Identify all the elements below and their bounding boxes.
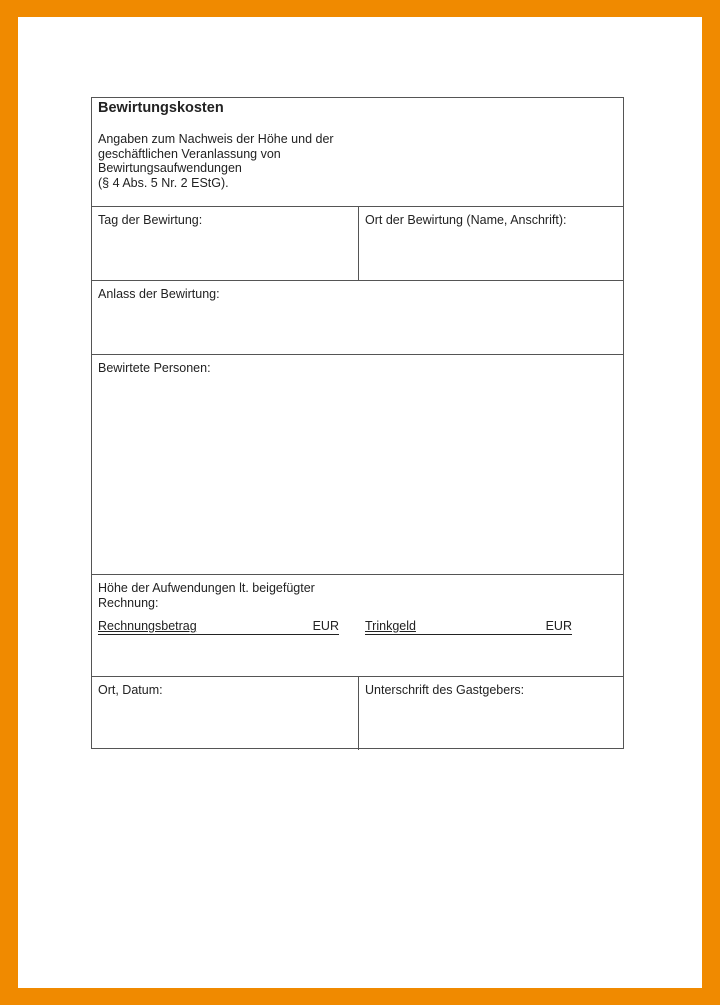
amount-section bbox=[92, 575, 623, 677]
ort-field[interactable] bbox=[359, 207, 623, 280]
intro-line: geschäftlichen Veranlassung von bbox=[98, 146, 281, 161]
signature-section bbox=[92, 677, 623, 750]
hoehe-line: Höhe der Aufwendungen lt. beigefügter bbox=[98, 581, 315, 595]
trinkgeld-field[interactable] bbox=[365, 619, 572, 635]
form-title: Bewirtungskosten bbox=[98, 100, 224, 116]
ort-datum-field[interactable] bbox=[92, 677, 358, 750]
hoehe-line: Rechnung: bbox=[98, 595, 159, 610]
trinkgeld-label: Trinkgeld bbox=[365, 619, 416, 633]
tag-label: Tag der Bewirtung: bbox=[98, 213, 203, 227]
bewirtungskosten-form bbox=[91, 97, 624, 749]
form-intro bbox=[98, 132, 358, 190]
anlass-label: Anlass der Bewirtung: bbox=[98, 287, 220, 301]
ort-datum-label: Ort, Datum: bbox=[98, 683, 163, 697]
unterschrift-label: Unterschrift des Gastgebers: bbox=[365, 683, 525, 697]
date-location-section bbox=[92, 207, 623, 281]
hoehe-label bbox=[98, 581, 315, 610]
header-section bbox=[92, 98, 623, 207]
personen-label: Bewirtete Personen: bbox=[98, 361, 211, 375]
trinkgeld-currency: EUR bbox=[545, 619, 572, 633]
unterschrift-field[interactable] bbox=[359, 677, 623, 750]
rechnungsbetrag-label: Rechnungsbetrag bbox=[98, 619, 197, 633]
rechnungsbetrag-field[interactable] bbox=[98, 619, 339, 635]
personen-section[interactable] bbox=[92, 355, 623, 575]
anlass-section[interactable] bbox=[92, 281, 623, 355]
intro-line: (§ 4 Abs. 5 Nr. 2 EStG). bbox=[98, 175, 229, 190]
rechnungsbetrag-currency: EUR bbox=[312, 619, 339, 633]
tag-field[interactable] bbox=[92, 207, 358, 280]
document-page bbox=[18, 17, 702, 988]
ort-label: Ort der Bewirtung (Name, Anschrift): bbox=[365, 213, 567, 227]
intro-line: Angaben zum Nachweis der Höhe und der bbox=[98, 132, 334, 146]
intro-line: Bewirtungsaufwendungen bbox=[98, 161, 242, 176]
